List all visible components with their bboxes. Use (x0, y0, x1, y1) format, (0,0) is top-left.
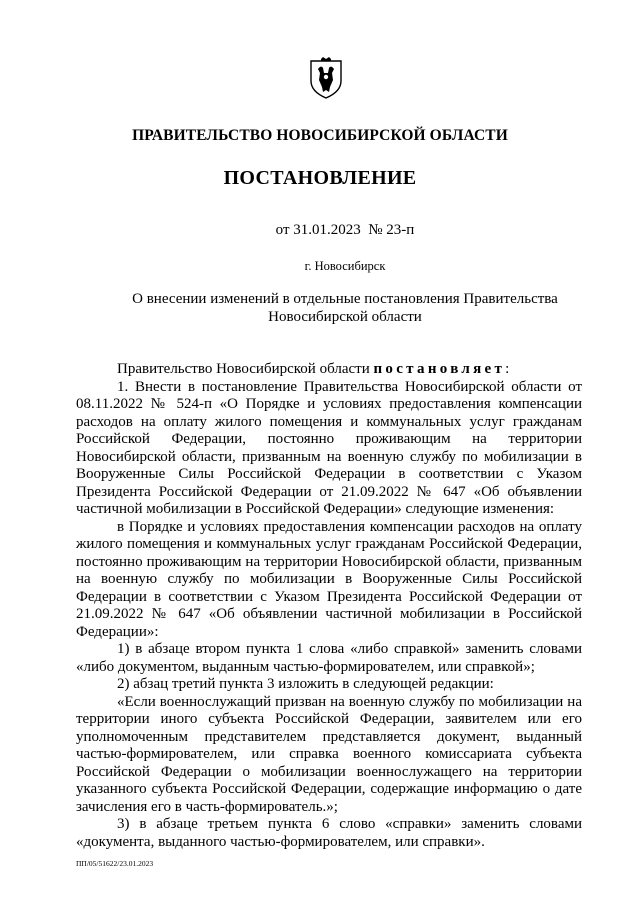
document-body (76, 361, 582, 851)
paragraph-2: в Порядке и условиях предоставления компенсации расходов на оплату жилого помещения и коммунальных услуг гражданам Российской Федерации, постоянно проживающим на территории Новосибирской области, призванным на военную службу по мобилизации в Вооруженные Силы Российской Федерации в соответствии с Указом Президента Российской Федерации от 21.09.2022 № 647 «Об объявлении частичной мобилизации в Российской Федерации»: (76, 518, 582, 640)
city-line: г. Новосибирск (304, 259, 386, 273)
footer-code: ПП/05/51622/23.01.2023 (76, 859, 154, 868)
intro-prefix: Правительство Новосибирской области (117, 361, 374, 377)
paragraph-5: «Если военнослужащий призван на военную службу по мобилизации на территории иного субъекта Российской Федерации, заявителем или его уполномоченным представителем представляется документ, выданный частью-формирователем, или справка военного комиссариата субъекта Российской Федерации о мобилизации военнослужащего на территории указанного субъекта Российской Федерации, содержащие информацию о дате зачисления его в часть-формирователь.»; (76, 693, 582, 815)
organization-heading: ПРАВИТЕЛЬСТВО НОВОСИБИРСКОЙ ОБЛАСТИ (132, 127, 508, 144)
coat-of-arms-icon (309, 57, 343, 99)
document-title: О внесении изменений в отдельные постановления Правительства Новосибирской области (132, 291, 558, 325)
intro-verb: постановляет (373, 361, 506, 377)
paragraph-1: 1. Внести в постановление Правительства Новосибирской области от 08.11.2022 № 524-п «О Порядке и условиях предоставления компенсации расходов на оплату жилого помещения и коммунальных услуг гражданам Российской Федерации, постоянно проживающим на территории Новосибирской области, призванным на военную службу по мобилизации в Вооруженные Силы Российской Федерации в соответствии с Указом Президента Российской Федерации от 21.09.2022 № 647 «Об объявлении частичной мобилизации в Российской Федерации» следующие изменения: (76, 378, 582, 517)
paragraph-6: 3) в абзаце третьем пункта 6 слово «справки» заменить словами «документа, выданного частью-формирователем, или справки». (76, 816, 582, 850)
paragraph-3: 1) в абзаце втором пункта 1 слова «либо справкой» заменить словами «либо документом, выданным частью-формирователем, или справкой»; (76, 641, 582, 675)
intro-suffix: : (505, 361, 510, 377)
document-type-heading: ПОСТАНОВЛЕНИЕ (223, 167, 417, 189)
date-number-line: от 31.01.2023 № 23-п (275, 222, 415, 238)
intro-paragraph (76, 361, 582, 379)
paragraph-4: 2) абзац третий пункта 3 изложить в следующей редакции: (117, 676, 494, 692)
